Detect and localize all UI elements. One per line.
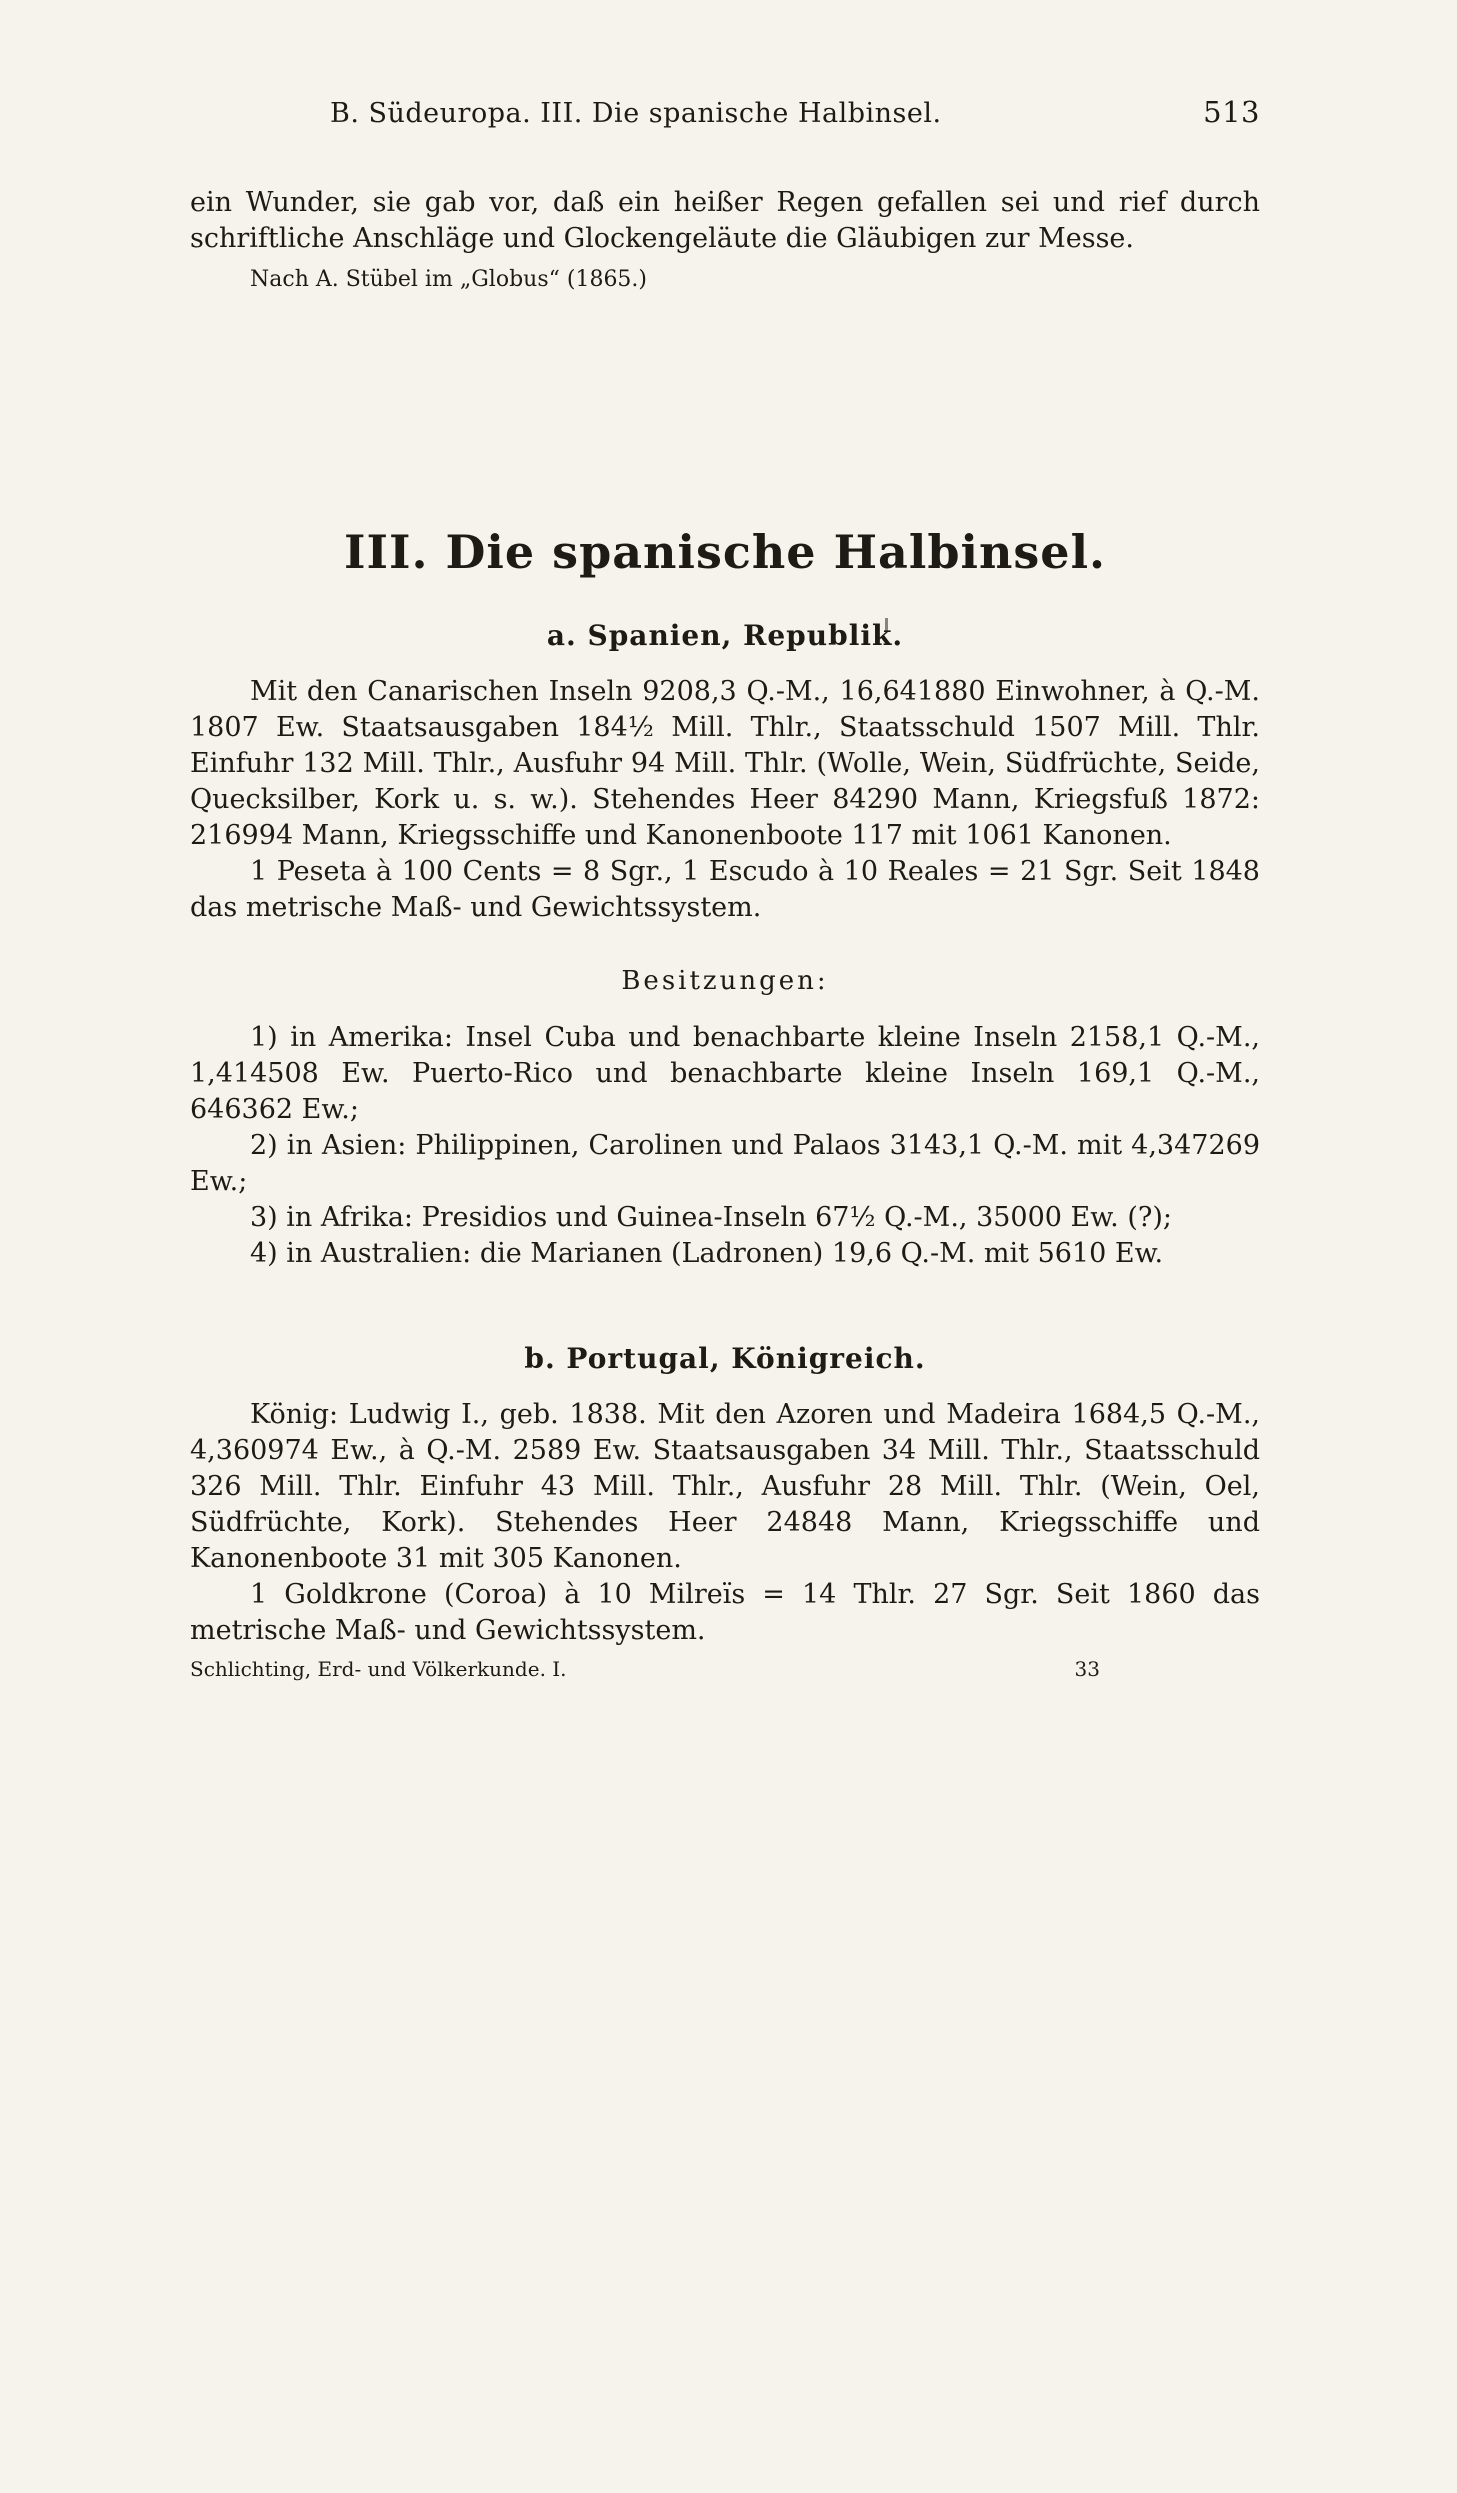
subheading-portugal: b. Portugal, Königreich.: [524, 1342, 926, 1375]
possession-item-africa: 3) in Afrika: Presidios und Guinea-Inseln 67½ Q.-M., 35000 Ew. (?);: [250, 1202, 1172, 1233]
possessions-heading: Besitzungen:: [621, 966, 829, 996]
section-title: III. Die spanische Halbinsel.: [343, 525, 1107, 579]
page-number: 513: [1203, 95, 1260, 129]
source-note: Nach A. Stübel im „Globus“ (1865.): [250, 267, 648, 292]
page-footer: [190, 1657, 1260, 1681]
portugal-paragraph-stats: König: Ludwig I., geb. 1838. Mit den Azoren und Madeira 1684,5 Q.-M., 4,360974 Ew., à Q.-M. 2589 Ew. Staatsausgaben 34 Mill. Thlr., Staatsschuld 326 Mill. Thlr. Einfuhr 43 Mill. Thlr., Ausfuhr 28 Mill. Thlr. (Wein, Oel, Südfrüchte, Kork). Stehendes Heer 24848 Mann, Kriegsschiffe und Kanonenboote 31 mit 305 Kanonen.: [190, 1399, 1260, 1574]
portugal-paragraph-currency: 1 Goldkrone (Coroa) à 10 Milreïs = 14 Thlr. 27 Sgr. Seit 1860 das metrische Maß- und Gewichtssystem.: [190, 1579, 1260, 1646]
subheading-spain: a. Spanien, Republik.: [546, 619, 904, 652]
footer-signature: 33: [1074, 1657, 1100, 1681]
running-header: [190, 95, 1260, 129]
possession-item-america: 1) in Amerika: Insel Cuba und benachbarte kleine Inseln 2158,1 Q.-M., 1,414508 Ew. Puerto-Rico und benachbarte kleine Inseln 169,1 Q.-M., 646362 Ew.;: [190, 1022, 1260, 1125]
running-title: B. Südeuropa. III. Die spanische Halbinsel.: [330, 98, 942, 129]
spain-paragraph-stats: Mit den Canarischen Inseln 9208,3 Q.-M., 16,641880 Einwohner, à Q.-M. 1807 Ew. Staatsausgaben 184½ Mill. Thlr., Staatsschuld 1507 Mill. Thlr. Einfuhr 132 Mill. Thlr., Ausfuhr 94 Mill. Thlr. (Wolle, Wein, Südfrüchte, Seide, Quecksilber, Kork u. s. w.). Stehendes Heer 84290 Mann, Kriegsfuß 1872: 216994 Mann, Kriegsschiffe und Kanonenboote 117 mit 1061 Kanonen.: [190, 676, 1260, 851]
book-page: [190, 95, 1260, 1681]
possession-item-asia: 2) in Asien: Philippinen, Carolinen und Palaos 3143,1 Q.-M. mit 4,347269 Ew.;: [190, 1130, 1260, 1197]
intro-paragraph: ein Wunder, sie gab vor, daß ein heißer Regen gefallen sei und rief durch schriftliche Anschläge und Glockengeläute die Gläubigen zur Messe.: [190, 187, 1260, 254]
spain-paragraph-currency: 1 Peseta à 100 Cents = 8 Sgr., 1 Escudo à 10 Reales = 21 Sgr. Seit 1848 das metrische Maß- und Gewichtssystem.: [190, 856, 1260, 923]
footer-book-title: Schlichting, Erd- und Völkerkunde. I.: [190, 1657, 567, 1681]
possession-item-australia: 4) in Australien: die Marianen (Ladronen) 19,6 Q.-M. mit 5610 Ew.: [250, 1238, 1164, 1269]
